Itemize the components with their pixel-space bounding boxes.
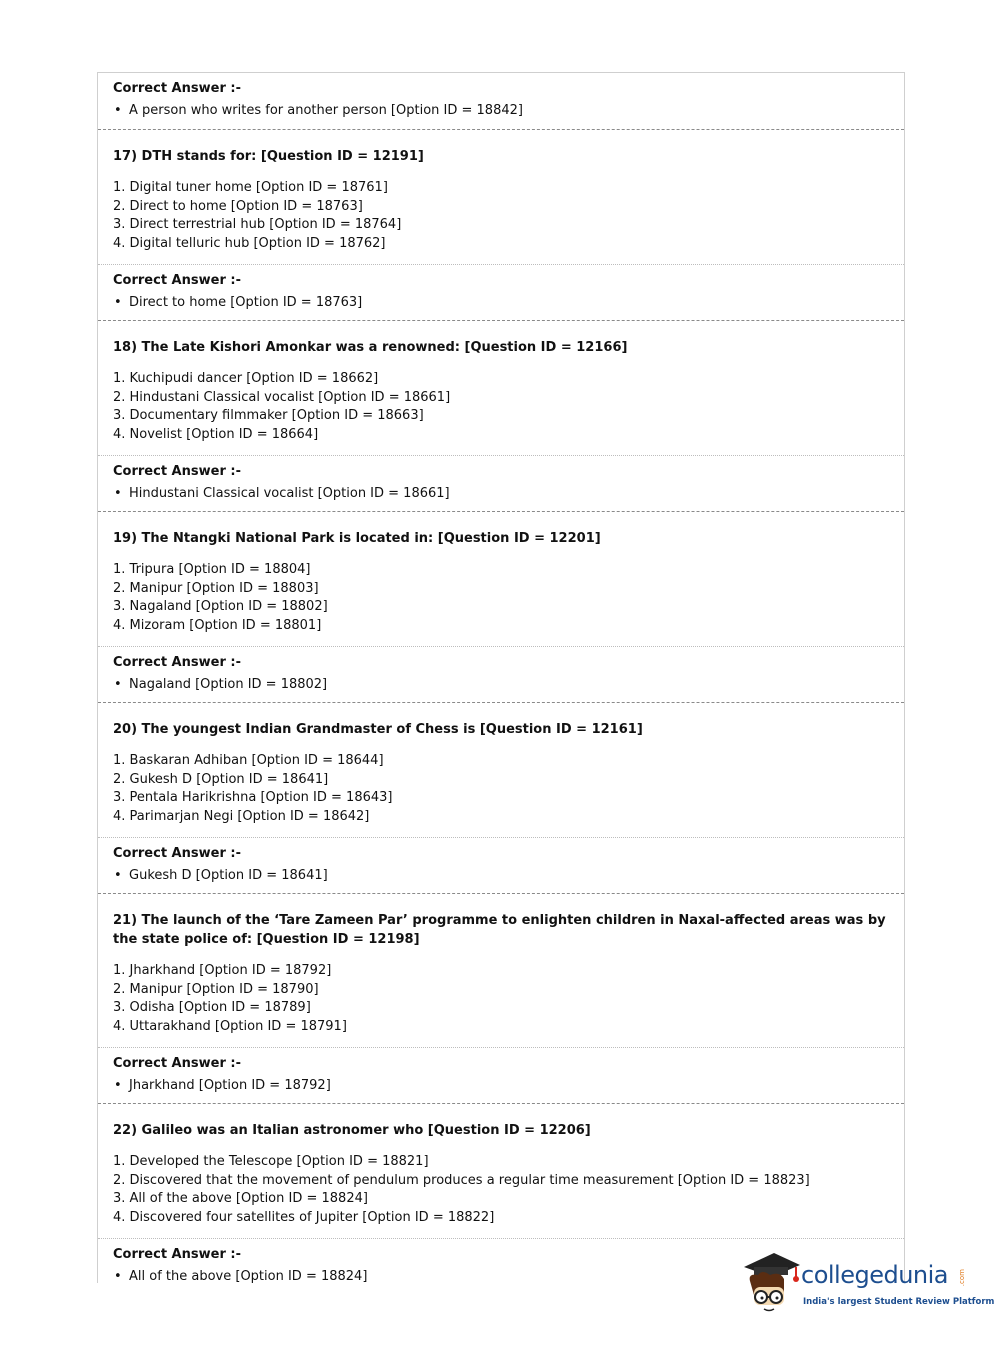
question-title: 17) DTH stands for: [Question ID = 12191] [113,149,424,164]
options-list [113,370,889,444]
options-list [113,561,889,635]
question-title: 22) Galileo was an Italian astronomer who [Question ID = 12206] [113,1123,591,1138]
option-item: 1. Kuchipudi dancer [Option ID = 18662] [113,371,379,386]
question-block-20 [98,702,904,837]
collegedunia-logo [740,1245,995,1317]
option-item: 4. Digital telluric hub [Option ID = 18762] [113,235,386,251]
question-block-18 [98,320,904,455]
question-title: 20) The youngest Indian Grandmaster of Chess is [Question ID = 12161] [113,722,643,737]
options-list [113,752,889,826]
correct-answer-text: • Hindustani Classical vocalist [Option ID = 18661] [113,485,889,503]
correct-answer-label: Correct Answer :- [113,1247,241,1262]
correct-answer-text: • Direct to home [Option ID = 18763] [113,294,889,312]
option-item: 2. Gukesh D [Option ID = 18641] [113,771,329,787]
answer-block-19 [98,646,904,702]
question-title: 21) The launch of the ‘Tare Zameen Par’ programme to enlighten children in Naxal-affected areas was by the state police of: [Question ID = 12198] [113,913,886,947]
correct-answer-label: Correct Answer :- [113,655,241,670]
option-item: 3. Direct terrestrial hub [Option ID = 18764] [113,217,402,232]
answer-block-18 [98,455,904,511]
option-item: 2. Manipur [Option ID = 18790] [113,981,319,997]
option-item: 3. Odisha [Option ID = 18789] [113,1000,311,1015]
option-item: 2. Hindustani Classical vocalist [Option ID = 18661] [113,389,451,405]
option-item: 4. Uttarakhand [Option ID = 18791] [113,1018,347,1034]
correct-answer-text: • A person who writes for another person [Option ID = 18842] [113,102,889,120]
option-item: 4. Discovered four satellites of Jupiter [Option ID = 18822] [113,1209,495,1225]
option-item: 3. Pentala Harikrishna [Option ID = 18643] [113,790,393,805]
logo-tagline: India's largest Student Review Platform [803,1297,995,1307]
correct-answer-label: Correct Answer :- [113,1056,241,1071]
correct-answer-label: Correct Answer :- [113,846,241,861]
question-block-22 [98,1103,904,1238]
question-block-19 [98,511,904,646]
option-item: 1. Tripura [Option ID = 18804] [113,562,311,577]
option-item: 3. All of the above [Option ID = 18824] [113,1191,368,1206]
correct-answer-label: Correct Answer :- [113,464,241,479]
options-list [113,962,889,1036]
question-block-21 [98,893,904,1047]
correct-answer-label: Correct Answer :- [113,273,241,288]
option-item: 1. Baskaran Adhiban [Option ID = 18644] [113,753,384,768]
option-item: 2. Direct to home [Option ID = 18763] [113,198,363,214]
answer-block-21 [98,1047,904,1103]
options-list [113,1153,889,1227]
option-item: 3. Documentary filmmaker [Option ID = 18663] [113,408,424,423]
mascot-icon [740,1245,802,1317]
document-page [97,72,905,1283]
logo-wordmark: collegedunia [801,1261,949,1289]
question-title: 18) The Late Kishori Amonkar was a renowned: [Question ID = 12166] [113,340,628,355]
option-item: 4. Novelist [Option ID = 18664] [113,426,319,442]
option-item: 2. Manipur [Option ID = 18803] [113,580,319,596]
correct-answer-text: • Nagaland [Option ID = 18802] [113,676,889,694]
correct-answer-label: Correct Answer :- [113,81,241,96]
options-list [113,179,889,253]
option-item: 1. Jharkhand [Option ID = 18792] [113,963,332,978]
answer-block-17 [98,264,904,320]
correct-answer-text: • Gukesh D [Option ID = 18641] [113,867,889,885]
option-item: 1. Digital tuner home [Option ID = 18761] [113,180,388,195]
logo-suffix: .com [958,1269,966,1287]
correct-answer-text: • Jharkhand [Option ID = 18792] [113,1077,889,1095]
option-item: 2. Discovered that the movement of pendulum produces a regular time measurement [Option ID = 18823] [113,1172,810,1188]
correct-answer-text: • All of the above [Option ID = 18824] [113,1268,889,1286]
option-item: 4. Parimarjan Negi [Option ID = 18642] [113,808,370,824]
option-item: 4. Mizoram [Option ID = 18801] [113,617,322,633]
answer-block-20 [98,837,904,893]
option-item: 1. Developed the Telescope [Option ID = 18821] [113,1154,429,1169]
option-item: 3. Nagaland [Option ID = 18802] [113,599,328,614]
answer-block-16 [98,73,904,129]
question-title: 19) The Ntangki National Park is located in: [Question ID = 12201] [113,531,601,546]
question-block-17 [98,129,904,264]
